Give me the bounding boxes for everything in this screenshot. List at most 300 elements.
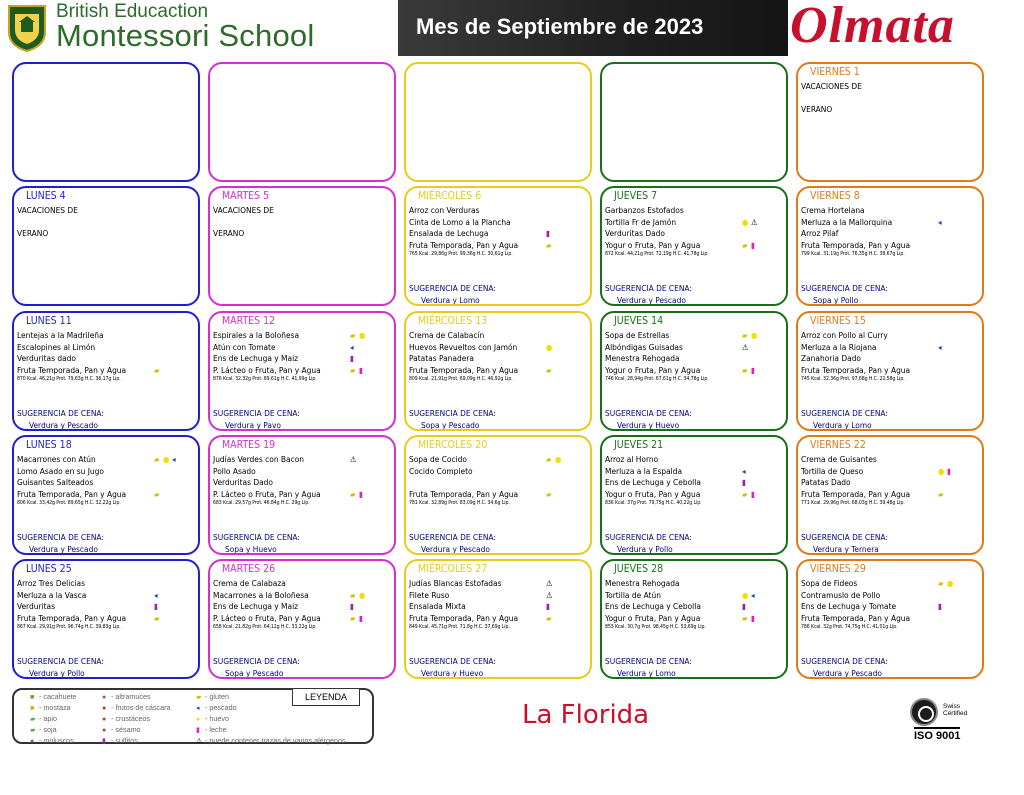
dish-name: Fruta Temporada, Pan y Agua <box>17 612 127 623</box>
day-name: MARTES 26 <box>222 563 276 575</box>
day-card <box>796 186 984 306</box>
mollusc-icon: ● <box>30 738 35 745</box>
day-card <box>404 559 592 679</box>
legend-label: - cacahuete <box>39 692 77 701</box>
dish-item <box>17 342 197 354</box>
nuts-icon: ● <box>102 705 107 712</box>
day-card <box>600 559 788 679</box>
dish-name: Ensalada de Lechuga <box>409 228 489 239</box>
sulphite-icon: ▮ <box>154 602 158 612</box>
dish-list <box>605 205 785 251</box>
dish-item <box>17 330 197 342</box>
fish-icon: ◂ <box>196 705 200 712</box>
dish-item <box>605 601 785 613</box>
dish-name: Macarrones con Atún <box>17 454 96 464</box>
day-card <box>12 62 200 182</box>
dish-list <box>409 330 589 376</box>
dish-list <box>801 330 981 376</box>
dish-item <box>17 477 197 489</box>
dish-item <box>17 365 197 377</box>
dish-name: Lentejas a la Madrileña <box>17 330 104 340</box>
dish-name: Sopa de Cocido <box>409 454 467 464</box>
dinner-suggestion-label: SUGERENCIA DE CENA: <box>17 408 104 418</box>
dish-name: Verduritas Dado <box>605 228 665 239</box>
holiday-line: VERANO <box>801 104 833 115</box>
dish-name: Arroz con Pollo al Curry <box>801 330 888 340</box>
dish-name: Verduritas Dado <box>213 477 273 488</box>
egg-icon: ● <box>938 466 945 476</box>
dish-item <box>213 613 393 625</box>
holiday-line: VERANO <box>213 228 245 239</box>
legend-label: - puede contener trazas de varios alérgenos <box>205 736 346 745</box>
legend-label: - sulfitos <box>111 736 138 745</box>
dish-list <box>409 454 589 500</box>
dish-name: Fruta Temporada, Pan y Agua <box>801 239 911 250</box>
nutrition-facts: 658 Kcal. 21,82g Prot. 64,12g H.C. 33,22g Lip. <box>213 624 317 630</box>
dish-name: Fruta Temporada, Pan y Agua <box>17 488 127 499</box>
dinner-suggestion-label: SUGERENCIA DE CENA: <box>801 656 888 666</box>
dish-list <box>605 330 785 376</box>
dinner-suggestion: Sopa y Pollo <box>813 295 859 305</box>
holiday-note <box>17 205 78 240</box>
dish-name: Sopa de Fideos <box>801 578 858 588</box>
dinner-suggestion: Verdura y Pescado <box>617 295 686 305</box>
day-name: JUEVES 14 <box>614 315 664 327</box>
day-card <box>796 559 984 679</box>
dish-name: Ens de Lechuga y Tomate <box>801 601 897 612</box>
dish-name: Ens de Lechuga y Cebolla <box>605 477 701 488</box>
dish-list <box>605 454 785 500</box>
dish-item <box>605 228 785 240</box>
day-name: VIERNES 15 <box>810 315 866 327</box>
dish-item <box>605 353 785 365</box>
iso-certification <box>910 698 982 742</box>
dish-item <box>17 601 197 613</box>
day-name: VIERNES 1 <box>810 66 860 78</box>
egg-icon: ● <box>359 590 366 600</box>
nutrition-facts: 765 Kcal. 29,86g Prot. 99,36g H.C. 30,61g Lip. <box>409 251 513 257</box>
gluten-icon: ▰ <box>742 240 748 250</box>
nutrition-facts: 870 Kcal. 46,21g Prot. 79,63g H.C. 36,17g Lip. <box>17 376 121 382</box>
gluten-icon: ▰ <box>546 455 552 464</box>
dish-name: Fruta Temporada, Pan y Agua <box>409 612 519 623</box>
day-name: MARTES 5 <box>222 190 270 202</box>
dish-item <box>409 330 589 342</box>
gluten-icon: ▰ <box>742 613 748 623</box>
milk-icon: ▮ <box>359 613 363 623</box>
peanut-icon: ■ <box>30 694 35 701</box>
milk-icon: ▮ <box>751 365 755 375</box>
day-card <box>12 435 200 555</box>
legend-item <box>102 703 171 712</box>
nutrition-facts: 806 Kcal. 33,42g Prot. 89,65g H.C. 32,22g Lip. <box>17 500 121 506</box>
dish-name: Contramuslo de Pollo <box>801 589 881 600</box>
dinner-suggestion-label: SUGERENCIA DE CENA: <box>605 408 692 418</box>
day-name: MIÉRCOLES 6 <box>418 190 482 202</box>
dinner-suggestion: Verdura y Pescado <box>29 544 98 554</box>
day-card <box>12 559 200 679</box>
dish-name: Tortilla Fr de Jamón <box>605 216 677 227</box>
dish-name: Menestra Rehogada <box>605 353 680 364</box>
legend-item <box>102 714 150 723</box>
sesame-icon: ● <box>102 727 107 734</box>
warning-icon: ⚠ <box>196 738 203 745</box>
legend-item <box>196 703 237 712</box>
legend-label: - mostaza <box>39 703 71 712</box>
dinner-suggestion: Verdura y Pavo <box>225 420 281 430</box>
dish-name: Filete Ruso <box>409 589 450 600</box>
dish-item <box>605 613 785 625</box>
nutrition-facts: 786 Kcal. 32g Prot. 74,75g H.C. 41,01g Lip. <box>801 624 898 630</box>
dish-list <box>17 330 197 376</box>
dish-item <box>409 601 589 613</box>
dish-name: Merluza a la Riojana <box>801 341 877 352</box>
legend-label: - huevo <box>205 714 229 723</box>
milk-icon: ▮ <box>947 466 951 476</box>
gluten-icon: ▰ <box>546 613 552 623</box>
dish-item <box>409 228 589 240</box>
milk-icon: ▮ <box>751 240 755 250</box>
dish-name: Sopa de Estrellas <box>605 330 670 340</box>
dish-name: Arroz Tres Delicias <box>17 578 85 588</box>
dish-name: Cinta de Lomo a la Plancha <box>409 216 511 227</box>
gluten-icon: ▰ <box>938 489 944 499</box>
dinner-suggestion: Sopa y Pescado <box>225 668 284 678</box>
milk-icon: ▮ <box>751 613 755 623</box>
dinner-suggestion: Verdura y Pescado <box>813 668 882 678</box>
gluten-icon: ▰ <box>350 590 356 600</box>
dish-item <box>801 489 981 501</box>
dish-item <box>409 590 589 602</box>
dish-item <box>801 613 981 625</box>
dish-name: Yogur o Fruta, Pan y Agua <box>605 488 701 499</box>
dish-name: Fruta Temporada, Pan y Agua <box>801 364 911 375</box>
day-name: LUNES 25 <box>26 563 72 575</box>
holiday-line: VACACIONES DE <box>213 205 274 215</box>
dish-list <box>409 578 589 624</box>
gluten-icon: ▰ <box>350 613 356 623</box>
nutrition-facts: 876 Kcal. 32,32g Prot. 89,61g H.C. 41,99g Lip. <box>213 376 317 382</box>
dish-item <box>801 217 981 229</box>
day-card <box>796 62 984 182</box>
holiday-note <box>801 81 862 116</box>
gluten-icon: ▰ <box>154 365 160 375</box>
dish-name: P. Lácteo o Fruta, Pan y Agua <box>213 364 321 375</box>
dish-list <box>801 205 981 251</box>
dish-item <box>409 477 589 489</box>
egg-icon: ● <box>359 331 366 340</box>
dish-item <box>213 466 393 478</box>
day-name: VIERNES 29 <box>810 563 866 575</box>
milk-icon: ▮ <box>359 365 363 375</box>
school-name-line1: British Educaction <box>56 1 209 22</box>
dish-name: Fruta Temporada, Pan y Agua <box>801 488 911 499</box>
dinner-suggestion-label: SUGERENCIA DE CENA: <box>213 532 300 542</box>
warning-icon: ⚠ <box>546 590 553 600</box>
dish-item <box>605 590 785 602</box>
sulphite-icon: ▮ <box>546 229 550 239</box>
day-name: VIERNES 22 <box>810 439 866 451</box>
day-name: LUNES 11 <box>26 315 72 327</box>
dish-item <box>605 578 785 590</box>
dish-item <box>409 466 589 478</box>
page-header <box>0 0 1024 58</box>
holiday-note <box>213 205 274 240</box>
sulphite-icon: ▮ <box>742 602 746 612</box>
dish-name: Huevos Revueltos con Jamón <box>409 341 518 352</box>
dish-name: Ens de Lechuga y Maiz <box>213 601 299 612</box>
legend-label: - leche <box>205 725 227 734</box>
dish-name: Arroz al Horno <box>605 454 659 464</box>
dish-name: Ens de Lechuga y Cebolla <box>605 601 701 612</box>
dinner-suggestion-label: SUGERENCIA DE CENA: <box>213 408 300 418</box>
dish-list <box>17 578 197 624</box>
dish-item <box>605 205 785 217</box>
dish-item <box>605 477 785 489</box>
day-card <box>208 186 396 306</box>
egg-icon: ● <box>546 342 553 352</box>
dish-name: Fruta Temporada, Pan y Agua <box>409 364 519 375</box>
nutrition-facts: 746 Kcal. 28,94g Prot. 67,61g H.C. 34,78g Lip. <box>605 376 709 382</box>
dish-name: Fruta Temporada, Pan y Agua <box>801 612 911 623</box>
dinner-suggestion-label: SUGERENCIA DE CENA: <box>605 283 692 293</box>
legend-title: LEYENDA <box>292 688 360 706</box>
day-card <box>12 311 200 431</box>
dish-name: Tortilla de Atún <box>605 589 661 600</box>
legend-item <box>30 736 74 745</box>
dish-item <box>605 466 785 478</box>
dinner-suggestion: Verdura y Pollo <box>29 668 85 678</box>
dish-item <box>409 613 589 625</box>
dish-name: Lomo Asado en su Jugo <box>17 465 104 476</box>
day-card <box>796 435 984 555</box>
dish-list <box>17 454 197 500</box>
dish-item <box>605 342 785 354</box>
legend-label: - moluscos <box>39 736 74 745</box>
egg-icon: ● <box>163 455 170 464</box>
day-card <box>796 311 984 431</box>
legend-item <box>196 736 346 745</box>
nutrition-facts: 872 Kcal. 44,21g Prot. 72,19g H.C. 41,78g Lip. <box>605 251 709 257</box>
gluten-icon: ▰ <box>350 489 356 499</box>
day-name: JUEVES 21 <box>614 439 664 451</box>
dish-name: Crema de Calabacín <box>409 330 485 340</box>
certification-body: Swiss Certified <box>943 703 968 717</box>
fish-icon: ◂ <box>154 590 158 600</box>
brand-logo: Olmata <box>790 0 955 54</box>
nutrition-facts: 799 Kcal. 31,19g Prot. 76,35g H.C. 38,67g Lip. <box>801 251 905 257</box>
dish-item <box>17 353 197 365</box>
warning-icon: ⚠ <box>350 455 357 464</box>
dish-name: Arroz con Verduras <box>409 205 480 215</box>
dish-item <box>801 330 981 342</box>
location-name: La Florida <box>522 700 650 730</box>
gluten-icon: ▰ <box>742 489 748 499</box>
legend-label: - gluten <box>205 692 229 701</box>
gluten-icon: ▰ <box>350 365 356 375</box>
dish-item <box>213 330 393 342</box>
dish-item <box>605 240 785 252</box>
dinner-suggestion: Verdura y Pescado <box>421 544 490 554</box>
gluten-icon: ▰ <box>154 613 160 623</box>
dish-item <box>213 489 393 501</box>
egg-icon: ● <box>742 590 749 600</box>
dish-item <box>605 489 785 501</box>
dish-name: Zanahoria Dado <box>801 353 862 364</box>
dish-item <box>409 205 589 217</box>
dinner-suggestion-label: SUGERENCIA DE CENA: <box>801 532 888 542</box>
day-card <box>404 62 592 182</box>
day-card <box>404 186 592 306</box>
dish-name: Merluza a la Espalda <box>605 465 683 476</box>
dinner-suggestion-label: SUGERENCIA DE CENA: <box>801 408 888 418</box>
holiday-line: VACACIONES DE <box>17 205 78 215</box>
legend-item <box>30 692 77 701</box>
day-card <box>208 435 396 555</box>
dinner-suggestion-label: SUGERENCIA DE CENA: <box>213 656 300 666</box>
day-card <box>208 311 396 431</box>
dinner-suggestion-label: SUGERENCIA DE CENA: <box>409 656 496 666</box>
legend-item <box>196 714 229 723</box>
dish-item <box>409 240 589 252</box>
legend-item <box>196 725 227 734</box>
day-name: JUEVES 7 <box>614 190 658 202</box>
nutrition-facts: 745 Kcal. 32,36g Prot. 97,68g H.C. 22,58g Lip. <box>801 376 905 382</box>
dish-item <box>801 477 981 489</box>
dish-name: Verduritas dado <box>17 353 76 364</box>
dish-name: Yogur o Fruta, Pan y Agua <box>605 239 701 250</box>
day-card <box>600 62 788 182</box>
day-name: JUEVES 28 <box>614 563 664 575</box>
dinner-suggestion: Verdura y Lomo <box>813 420 872 430</box>
legend-item <box>102 692 151 701</box>
dinner-suggestion: Verdura y Huevo <box>617 420 680 430</box>
gluten-icon: ▰ <box>546 240 552 250</box>
dish-item <box>213 601 393 613</box>
dish-item <box>213 454 393 466</box>
dish-name: Menestra Rehogada <box>605 578 680 588</box>
day-name: LUNES 4 <box>26 190 66 202</box>
dish-item <box>213 353 393 365</box>
dish-item <box>17 454 197 466</box>
school-name-line2: Montessori School <box>56 18 315 53</box>
dish-name: Crema de Calabaza <box>213 578 286 588</box>
day-name: VIERNES 8 <box>810 190 860 202</box>
egg-icon: ● <box>751 331 758 340</box>
sulphite-icon: ▮ <box>350 602 354 612</box>
legend-item <box>102 725 141 734</box>
day-card <box>404 311 592 431</box>
dish-item <box>605 217 785 229</box>
dinner-suggestion-label: SUGERENCIA DE CENA: <box>801 283 888 293</box>
dish-item <box>409 365 589 377</box>
dish-item <box>409 342 589 354</box>
dish-name: Crema Hortelana <box>801 205 865 215</box>
dinner-suggestion-label: SUGERENCIA DE CENA: <box>17 656 104 666</box>
dish-name: Pollo Asado <box>213 465 256 476</box>
dish-item <box>801 342 981 354</box>
milk-icon: ▮ <box>196 727 200 734</box>
milk-icon: ▮ <box>359 489 363 499</box>
dish-item <box>409 578 589 590</box>
dish-name: Guisantes Salteados <box>17 477 94 488</box>
dinner-suggestion-label: SUGERENCIA DE CENA: <box>409 408 496 418</box>
day-name: MARTES 19 <box>222 439 276 451</box>
dish-name: Tortilla de Queso <box>801 465 864 476</box>
dish-name: Garbanzos Estofados <box>605 205 684 215</box>
gluten-icon: ▰ <box>742 331 748 340</box>
dish-item <box>409 489 589 501</box>
gluten-icon: ▰ <box>350 331 356 340</box>
legend-label: - altramuces <box>111 692 151 701</box>
soy-icon: ▰ <box>30 727 36 734</box>
dish-name: Yogur o Fruta, Pan y Agua <box>605 364 701 375</box>
gluten-icon: ▰ <box>154 455 160 464</box>
dinner-suggestion: Verdura y Lomo <box>421 295 480 305</box>
day-card <box>600 186 788 306</box>
dish-item <box>605 454 785 466</box>
dish-list <box>213 578 393 624</box>
dish-name: Crema de Guisantes <box>801 454 877 464</box>
day-name: MIÉRCOLES 13 <box>418 315 488 327</box>
dish-item <box>17 489 197 501</box>
dish-name: Ensalada Mixta <box>409 601 466 612</box>
legend-item <box>30 725 57 734</box>
legend-item <box>196 692 229 701</box>
gluten-icon: ▰ <box>546 365 552 375</box>
dish-name: P. Lácteo o Fruta, Pan y Agua <box>213 612 321 623</box>
fish-icon: ◂ <box>938 217 942 227</box>
dish-item <box>801 454 981 466</box>
dish-name: Patatas Panadera <box>409 353 474 364</box>
dish-item <box>17 590 197 602</box>
sulphite-icon: ▮ <box>546 602 550 612</box>
egg-icon: ● <box>742 217 749 227</box>
dish-item <box>213 578 393 590</box>
legend-label: - crustáceos <box>111 714 151 723</box>
dish-item <box>801 590 981 602</box>
egg-icon: ● <box>555 455 562 464</box>
dish-item <box>17 466 197 478</box>
day-card <box>12 186 200 306</box>
holiday-line: VERANO <box>17 228 49 239</box>
day-card <box>600 435 788 555</box>
sulphite-icon: ▮ <box>742 478 746 488</box>
dish-list <box>801 454 981 500</box>
dish-item <box>213 590 393 602</box>
day-card <box>600 311 788 431</box>
gluten-icon: ▰ <box>154 489 160 499</box>
dish-name: Patatas Dado <box>801 477 851 488</box>
fish-icon: ◂ <box>350 342 354 352</box>
dish-item <box>409 353 589 365</box>
dish-item <box>17 613 197 625</box>
warning-icon: ⚠ <box>546 579 553 588</box>
dinner-suggestion: Verdura y Pollo <box>617 544 673 554</box>
dish-list <box>213 330 393 376</box>
dish-name: Arroz Pilaf <box>801 228 839 239</box>
milk-icon: ▮ <box>751 489 755 499</box>
day-card <box>404 435 592 555</box>
day-name: MARTES 12 <box>222 315 276 327</box>
dish-item <box>409 454 589 466</box>
dish-name: Merluza a la Vasca <box>17 589 87 600</box>
fish-icon: ◂ <box>742 466 746 476</box>
nutrition-facts: 771 Kcal. 29,96g Prot. 68,03g H.C. 39,48g Lip. <box>801 500 905 506</box>
dish-list <box>409 205 589 251</box>
dinner-suggestion-label: SUGERENCIA DE CENA: <box>17 532 104 542</box>
dish-name: Judías Verdes con Bacon <box>213 454 305 464</box>
